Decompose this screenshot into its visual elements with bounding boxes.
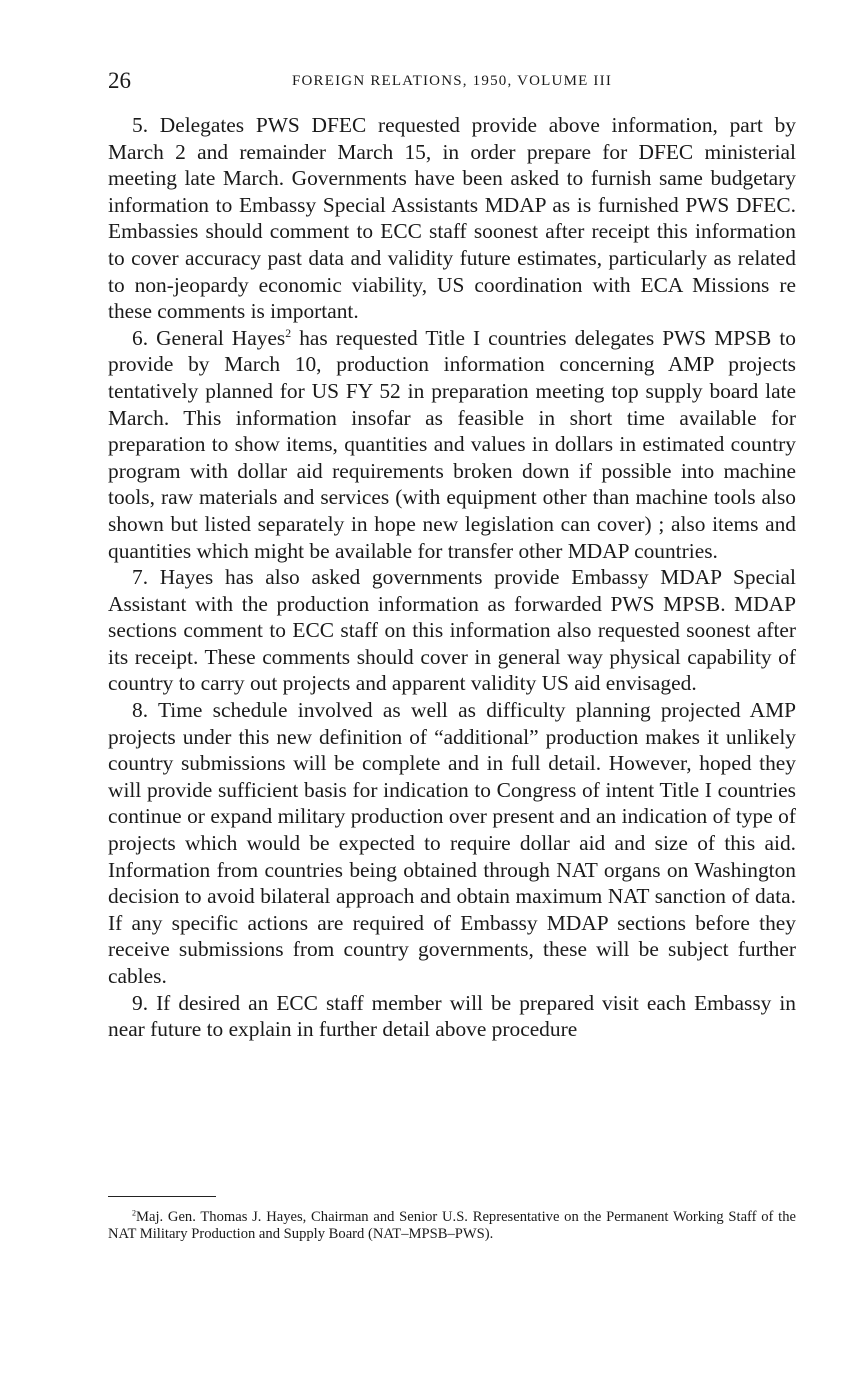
paragraph-6 xyxy=(108,325,796,564)
footnote-reference[interactable]: 2 xyxy=(285,326,292,340)
footnote-marker: 2 xyxy=(132,1208,137,1218)
running-head xyxy=(108,66,796,96)
body-text xyxy=(108,112,796,1043)
paragraph-6-body: has requested Title I countries delegates PWS MPSB to provide by March 10, production information concerning AMP projects tentatively planned for US FY 52 in preparation meeting top supply board late March. This information insofar as feasible in short time available for preparation to show items, quantities and values in dollars in estimated country program with dollar aid requirements broken down if possible into machine tools, raw materials and services (with equipment other than machine tools also shown but listed separately in hope new legislation can cover) ; also items and quantities which might be available for transfer other MDAP countries. xyxy=(108,325,796,563)
paragraph-8: 8. Time schedule involved as well as difficulty planning projected AMP projects under this new definition of “additional” production makes it unlikely country submissions will be complete and in full detail. However, hoped they will provide sufficient basis for indication to Congress of intent Title I countries continue or expand military production over present and an indication of type of projects which would be expected to require dollar aid and size of this aid. Information from countries being obtained through NAT organs on Washington decision to avoid bilateral approach and obtain maximum NAT sanction of data. If any specific actions are required of Embassy MDAP sections before they receive submissions from country governments, these will be subject further cables. xyxy=(108,698,796,988)
paragraph-7: 7. Hayes has also asked governments provide Embassy MDAP Special Assistant with the production information as forwarded PWS MPSB. MDAP sections comment to ECC staff on this information also requested soonest after its receipt. These comments should cover in general way physical capability of country to carry out projects and apparent validity US aid envisaged. xyxy=(108,565,796,696)
footnote xyxy=(108,1209,796,1244)
running-head-title: FOREIGN RELATIONS, 1950, VOLUME III xyxy=(291,73,613,89)
document-page xyxy=(108,0,796,1380)
paragraph-6-lead: 6. General Hayes xyxy=(132,325,286,350)
paragraph-5: 5. Delegates PWS DFEC requested provide above information, part by March 2 and remainder March 15, in order prepare for DFEC ministerial meeting late March. Governments have been asked to furnish same budgetary information to Embassy Special Assistants MDAP as is furnished PWS DFEC. Embassies should comment to ECC staff soonest after receipt this information to cover accuracy past data and validity future estimates, particularly as related to non-jeopardy economic viability, US coordination with ECA Missions re these comments is important. xyxy=(108,113,796,324)
page-number: 26 xyxy=(108,68,131,93)
paragraph-9: 9. If desired an ECC staff member will be prepared visit each Embassy in near future to explain in further detail above procedure xyxy=(108,990,796,1042)
footnote-text: Maj. Gen. Thomas J. Hayes, Chairman and Senior U.S. Representative on the Permanent Working Staff of the NAT Military Production and Supply Board (NAT–MPSB–PWS). xyxy=(108,1209,796,1243)
footnote-divider xyxy=(108,1196,216,1197)
